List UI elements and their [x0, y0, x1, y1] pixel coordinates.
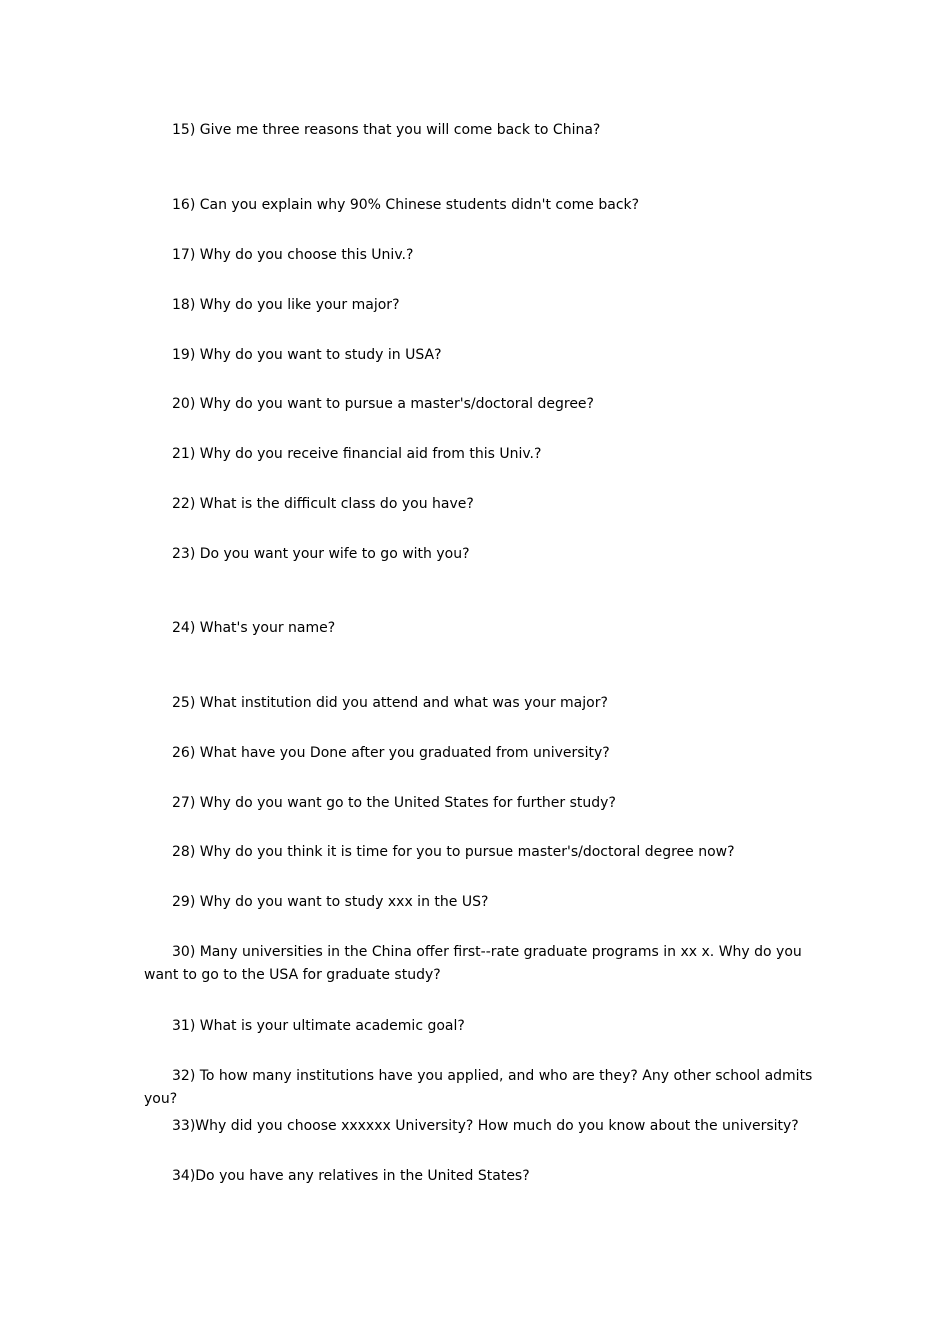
question-23: 23) Do you want your wife to go with you?	[172, 546, 470, 562]
question-34: 34)Do you have any relatives in the United States?	[172, 1168, 530, 1184]
question-18: 18) Why do you like your major?	[172, 297, 400, 313]
question-17: 17) Why do you choose this Univ.?	[172, 247, 414, 263]
question-25: 25) What institution did you attend and what was your major?	[172, 695, 608, 711]
question-29: 29) Why do you want to study xxx in the US?	[172, 894, 489, 910]
question-16: 16) Can you explain why 90% Chinese students didn't come back?	[172, 197, 640, 213]
question-28: 28) Why do you think it is time for you to pursue master's/doctoral degree now?	[172, 844, 735, 860]
question-15: 15) Give me three reasons that you will come back to China?	[172, 122, 601, 138]
question-27: 27) Why do you want go to the United States for further study?	[172, 795, 616, 811]
question-30: 30) Many universities in the China offer first--rate graduate programs in xx x. Why do you want to go to the USA for graduate study?	[144, 944, 802, 983]
question-20: 20) Why do you want to pursue a master's/doctoral degree?	[172, 396, 594, 412]
question-19: 19) Why do you want to study in USA?	[172, 347, 442, 363]
question-31: 31) What is your ultimate academic goal?	[172, 1018, 465, 1034]
question-32: 32) To how many institutions have you applied, and who are they? Any other school admits you?	[144, 1068, 813, 1107]
question-22: 22) What is the difficult class do you have?	[172, 496, 474, 512]
question-33: 33)Why did you choose xxxxxx University? How much do you know about the university?	[172, 1118, 799, 1134]
question-21: 21) Why do you receive financial aid from this Univ.?	[172, 446, 542, 462]
question-24: 24) What's your name?	[172, 620, 336, 636]
question-26: 26) What have you Done after you graduated from university?	[172, 745, 610, 761]
